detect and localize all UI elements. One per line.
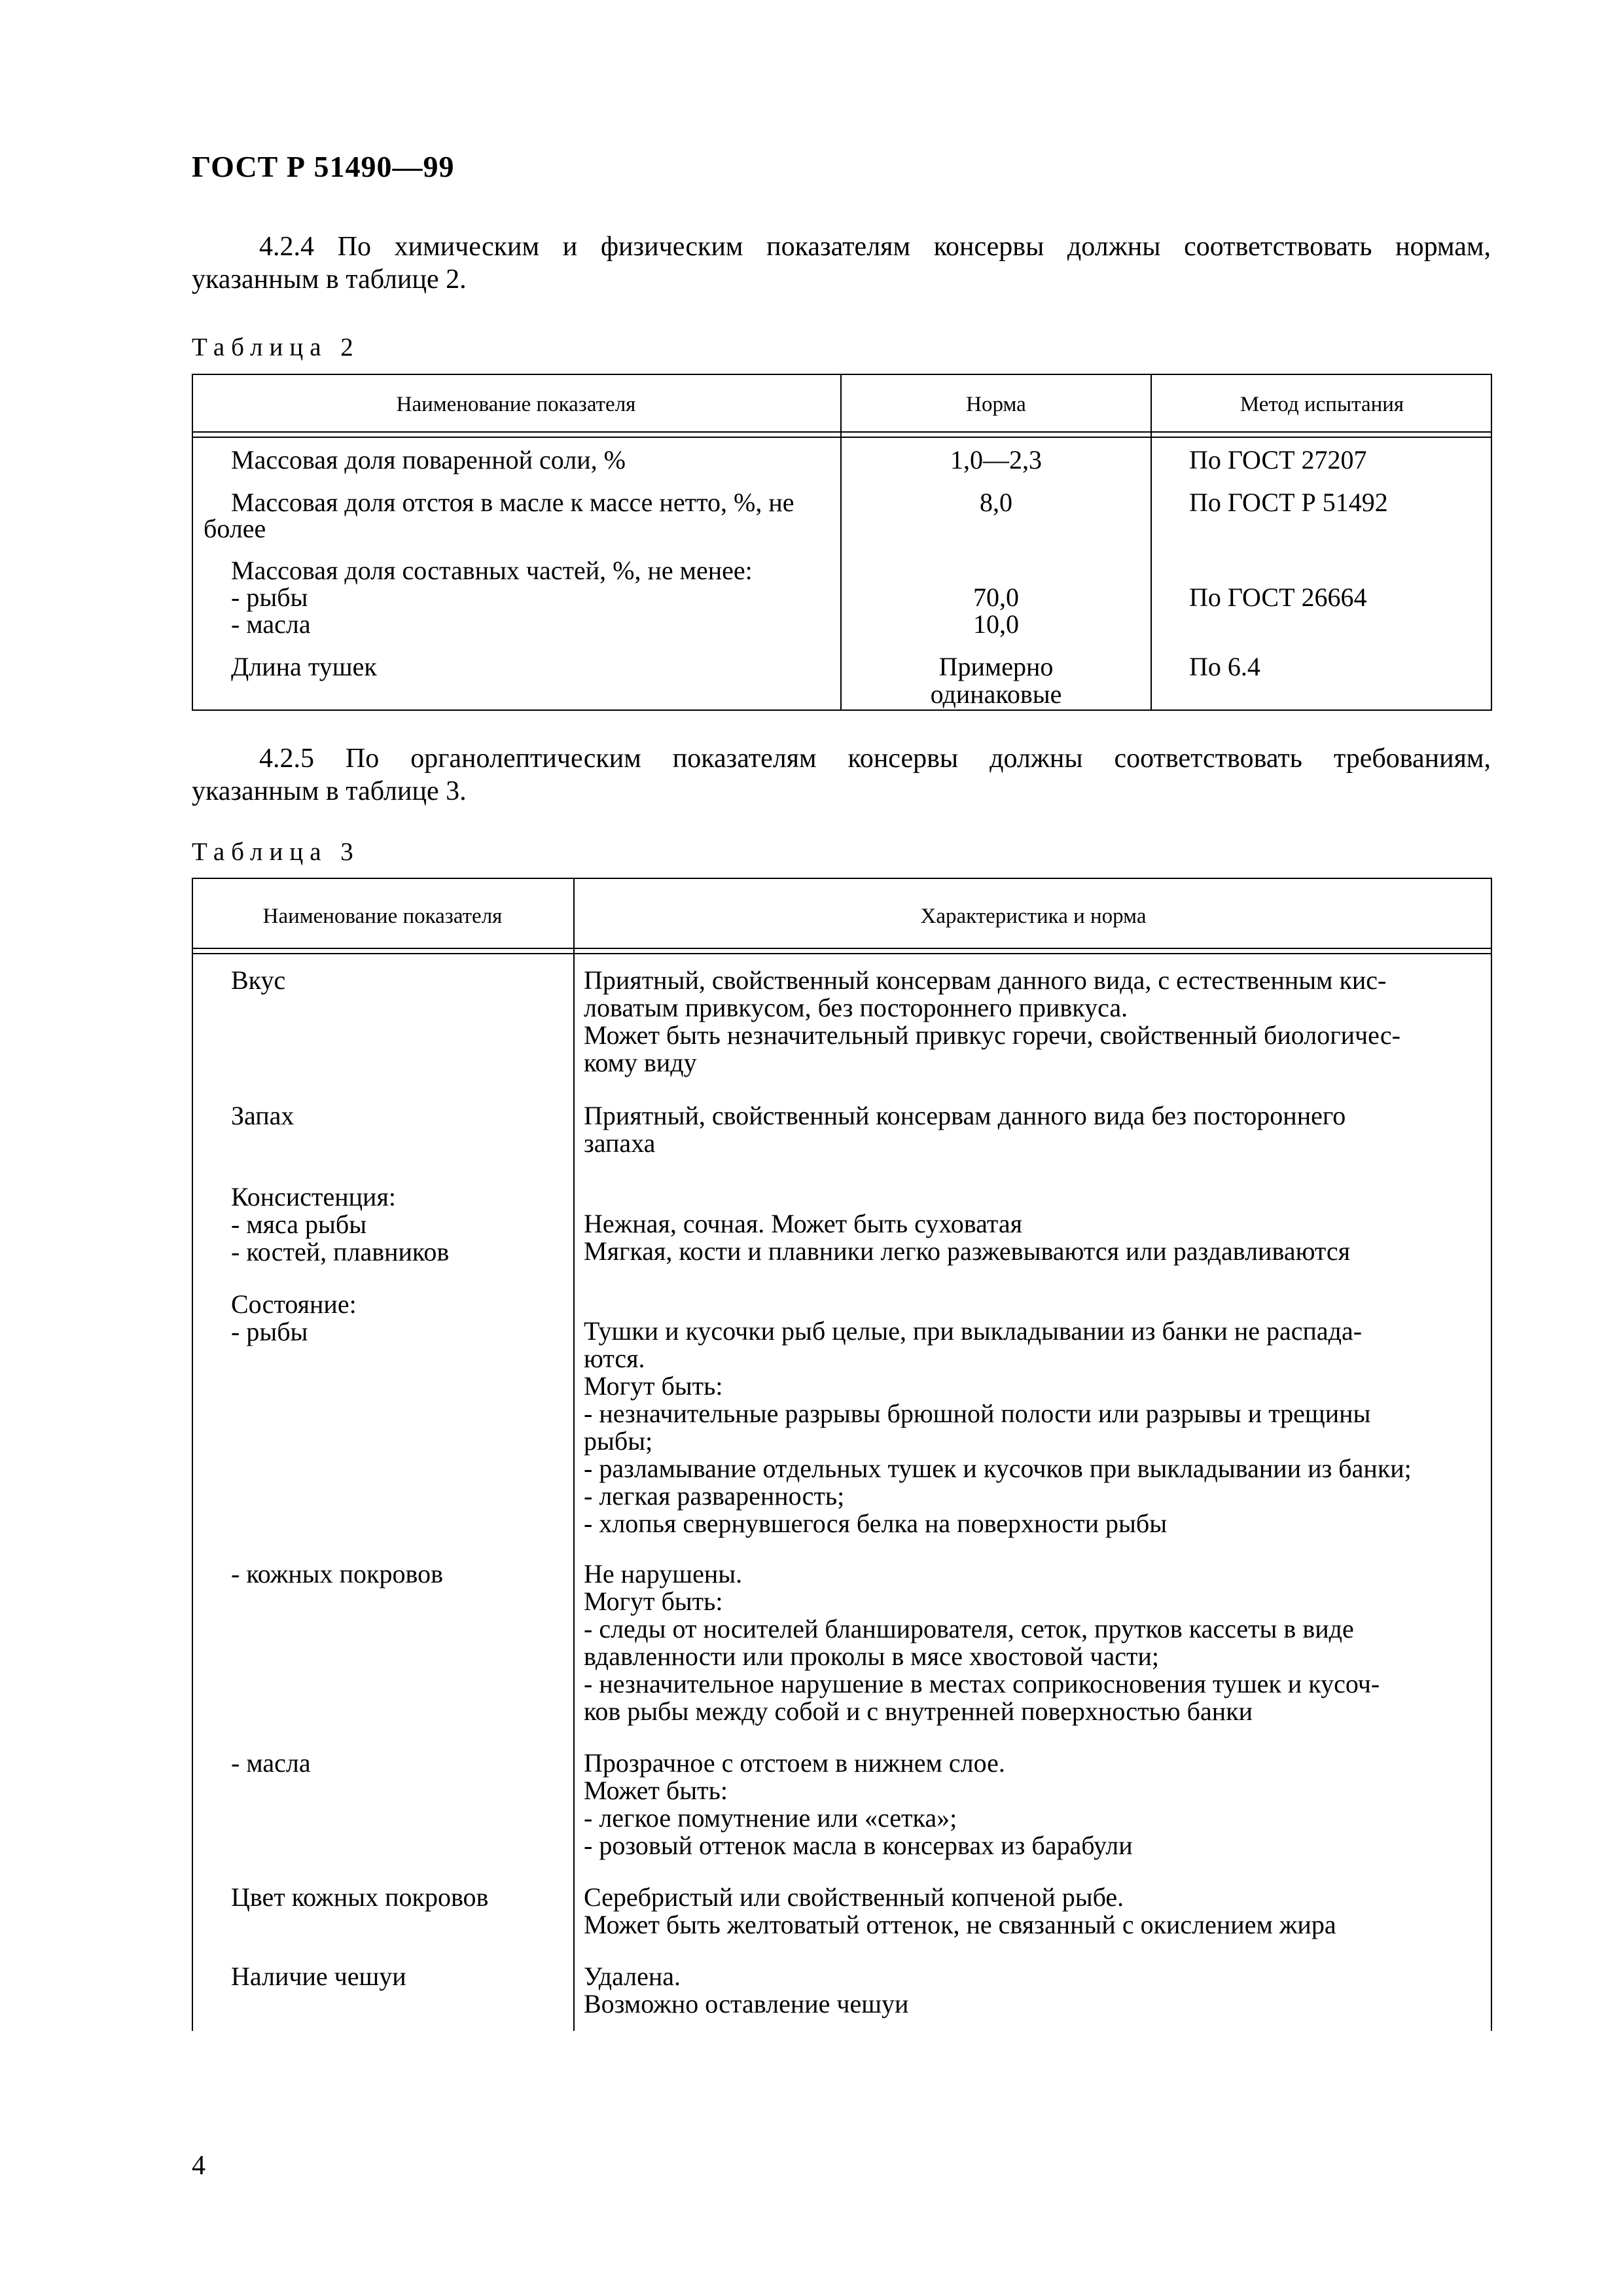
table-2-caption: Таблица 2 <box>192 333 360 361</box>
paragraph-line: 4.2.5 По органолептическим показателям консервы должны соответствовать требованиям, <box>259 744 1491 774</box>
paragraph-line: 4.2.4 По химическим и физическим показателям консервы должны соответствовать нормам, <box>259 232 1491 262</box>
table-2-header-method: Метод испытания <box>1240 393 1404 416</box>
table-3-row-taste-text: Приятный, свойственный консервам данного вида, с естественным кис- ловатым привкусом, без постороннего привкуса. Может быть незначительный привкус горечи, свойственный биологичес- кому виду <box>584 965 1400 1077</box>
header-divider <box>192 948 1492 949</box>
table-3-row-condition-text: Тушки и кусочки рыб целые, при выкладывании из банки не распада- ются. Могут быть: - незначительные разрывы брюшной полости или разрывы и трещины рыбы; - разламывание отдельных тушек и кусочков при выкладывании из банки; - легкая разваренность; - хлопья свернувшегося белка на поверхности рыбы <box>584 1316 1412 1538</box>
column-divider <box>1150 374 1152 711</box>
table-3-row-taste-name: Вкус <box>231 965 286 995</box>
table-3-row-condition-name: Состояние: - рыбы <box>231 1289 357 1346</box>
table-2-row-1-norm: 1,0—2,3 <box>950 445 1042 475</box>
column-divider <box>573 878 575 2031</box>
table-2-row-1-method: По ГОСТ 27207 <box>1189 445 1367 475</box>
table-3-row-skin-color-text: Серебристый или свойственный копченой рыбе. Может быть желтоватый оттенок, не связанный с окислением жира <box>584 1882 1336 1939</box>
table-2-row-4-method: По 6.4 <box>1189 652 1260 681</box>
table-2-row-2-norm: 8,0 <box>980 488 1012 517</box>
table-2-row-2-name-cont: более <box>204 514 266 543</box>
table-2-row-1-name: Массовая доля поваренной соли, % <box>231 445 626 475</box>
table-3-row-smell-text: Приятный, свойственный консервам данного вида без постороннего запаха <box>584 1101 1346 1158</box>
header-divider <box>192 431 1492 433</box>
table-2-row-3-sub-fish: - рыбы <box>231 583 308 612</box>
table-2-row-3-norm-oil: 10,0 <box>973 609 1019 639</box>
table-2-row-2-method: По ГОСТ Р 51492 <box>1189 488 1388 517</box>
table-3-header-name: Наименование показателя <box>262 905 503 928</box>
table-2-row-3-sub-oil: - масла <box>231 609 311 639</box>
table-3-row-scales-text: Удалена. Возможно оставление чешуи <box>584 1962 909 2018</box>
table-3-row-skin-name: - кожных покровов <box>231 1559 443 1588</box>
table-2-header-norm: Норма <box>966 393 1026 416</box>
table-2-header-name: Наименование показателя <box>396 393 636 416</box>
table-3-row-smell-name: Запах <box>231 1101 294 1130</box>
table-3-row-skin-color-name: Цвет кожных покровов <box>231 1882 489 1912</box>
header-divider <box>192 953 1492 954</box>
table-3-caption: Таблица 3 <box>192 838 360 866</box>
document-code: ГОСТ Р 51490—99 <box>192 150 455 183</box>
table-2-row-2-name: Массовая доля отстоя в масле к массе нетто, %, не <box>231 488 794 517</box>
table-2-row-3-method: По ГОСТ 26664 <box>1189 583 1367 612</box>
paragraph-4-2-4 <box>192 230 1491 296</box>
table-3-row-consistency-name: Консистенция: - мяса рыбы - костей, плавников <box>231 1182 450 1266</box>
table-3-row-consistency-text: Нежная, сочная. Может быть суховатая Мягкая, кости и плавники легко разжевываются или раздавливаются <box>584 1209 1351 1266</box>
table-3-row-skin-text: Не нарушены. Могут быть: - следы от носителей бланширователя, сеток, прутков кассеты в виде вдавленности или проколы в мясе хвостовой части; - незначительное нарушение в местах соприкосновения тушек и кусоч- ков рыбы между собой и с внутренней поверхностью банки <box>584 1559 1380 1726</box>
table-2-row-3-norm-fish: 70,0 <box>973 583 1019 612</box>
page-number: 4 <box>192 2151 205 2181</box>
paragraph-line: указанным в таблице 2. <box>192 264 467 295</box>
table-3-row-oil-text: Прозрачное с отстоем в нижнем слое. Может быть: - легкое помутнение или «сетка»; - розовый оттенок масла в консервах из барабули <box>584 1748 1133 1860</box>
header-divider <box>192 437 1492 438</box>
paragraph-line: указанным в таблице 3. <box>192 776 467 806</box>
table-2-row-4-name: Длина тушек <box>231 652 377 681</box>
table-2-row-4-norm: Примерно одинаковые <box>930 652 1062 709</box>
table-3-row-scales-name: Наличие чешуи <box>231 1962 406 1991</box>
table-2-row-3-name: Массовая доля составных частей, %, не менее: <box>231 556 753 585</box>
table-3-header-characteristic: Характеристика и норма <box>920 905 1147 928</box>
paragraph-4-2-5 <box>192 742 1491 808</box>
table-3-row-oil-name: - масла <box>231 1748 311 1778</box>
